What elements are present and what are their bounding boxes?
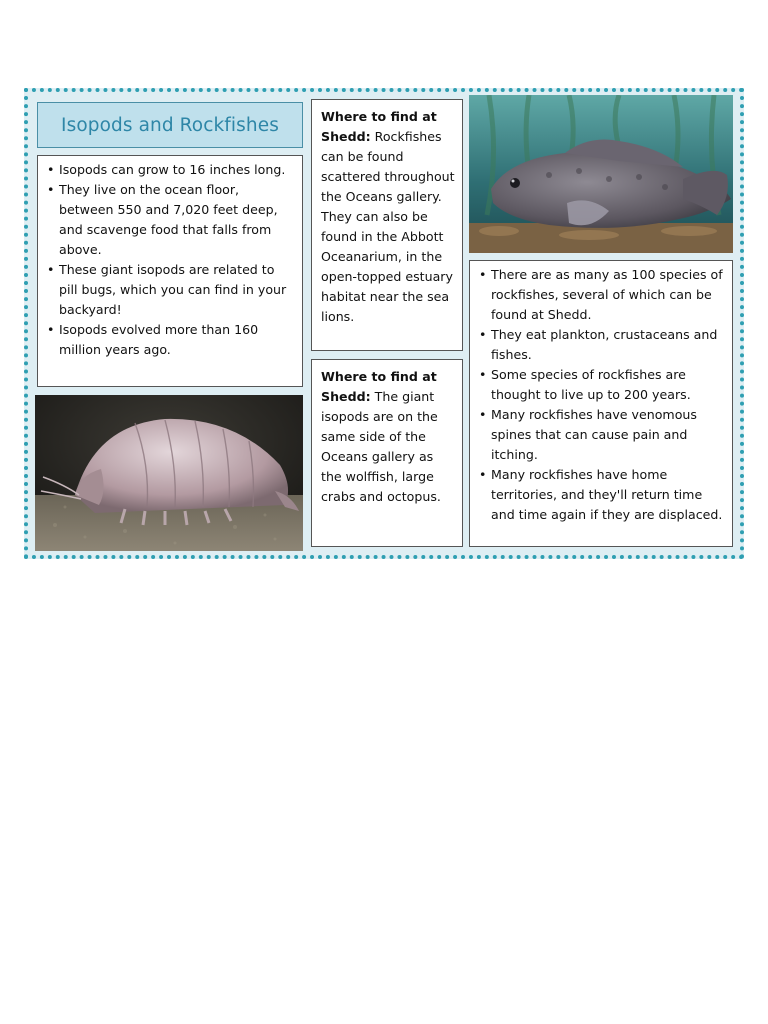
rockfish-facts-panel [469,260,733,547]
rockfish-location-text: Where to find at Shedd: Rockfishes can be found scattered throughout the Oceans gallery. They can also be found in the Abbott Oceanarium, in the open-topped estuary habitat near the sea lions. [321,109,455,324]
bullet-icon: • [479,367,487,382]
list-item: • Isopods can grow to 16 inches long. [47,160,294,180]
list-item: • Some species of rockfishes are thought to live up to 200 years. [479,367,691,402]
bullet-icon: • [47,262,55,277]
rockfish-facts-list [479,265,726,525]
rockfish-location-label: Where to find at Shedd: [321,109,437,144]
isopod-location-panel [311,359,463,547]
bullet-icon: • [47,322,55,337]
isopod-facts-panel [37,155,303,387]
bullet-icon: • [479,407,487,422]
isopod-photo [35,395,303,551]
bullet-icon: • [47,162,55,177]
list-item: • Many rockfishes have venomous spines that can cause pain and itching. [479,407,697,462]
list-item: • Isopods evolved more than 160 million years ago. [47,322,259,357]
list-item: • These giant isopods are related to pill bugs, which you can find in your backyard! [47,262,287,317]
list-item: • They live on the ocean floor, between 550 and 7,020 feet deep, and scavenge food that falls from above. [47,182,278,257]
list-item: • Many rockfishes have home territories, and they'll return time and time again if they are displaced. [479,467,723,522]
bullet-icon: • [47,182,55,197]
info-card [24,88,744,559]
isopod-facts-list [47,160,294,360]
list-item: • They eat plankton, crustaceans and fishes. [479,327,718,362]
title-banner [37,102,303,148]
list-item: • There are as many as 100 species of rockfishes, several of which can be found at Shedd. [479,267,723,322]
bullet-icon: • [479,467,487,482]
rockfish-photo [469,95,733,253]
rockfish-location-panel [311,99,463,351]
isopod-location-text: Where to find at Shedd: The giant isopods are on the same side of the Oceans gallery as the wolffish, large crabs and octopus. [321,369,441,504]
page-title: Isopods and Rockfishes [61,114,279,136]
bullet-icon: • [479,267,487,282]
isopod-location-label: Where to find at Shedd: [321,369,437,404]
bullet-icon: • [479,327,487,342]
